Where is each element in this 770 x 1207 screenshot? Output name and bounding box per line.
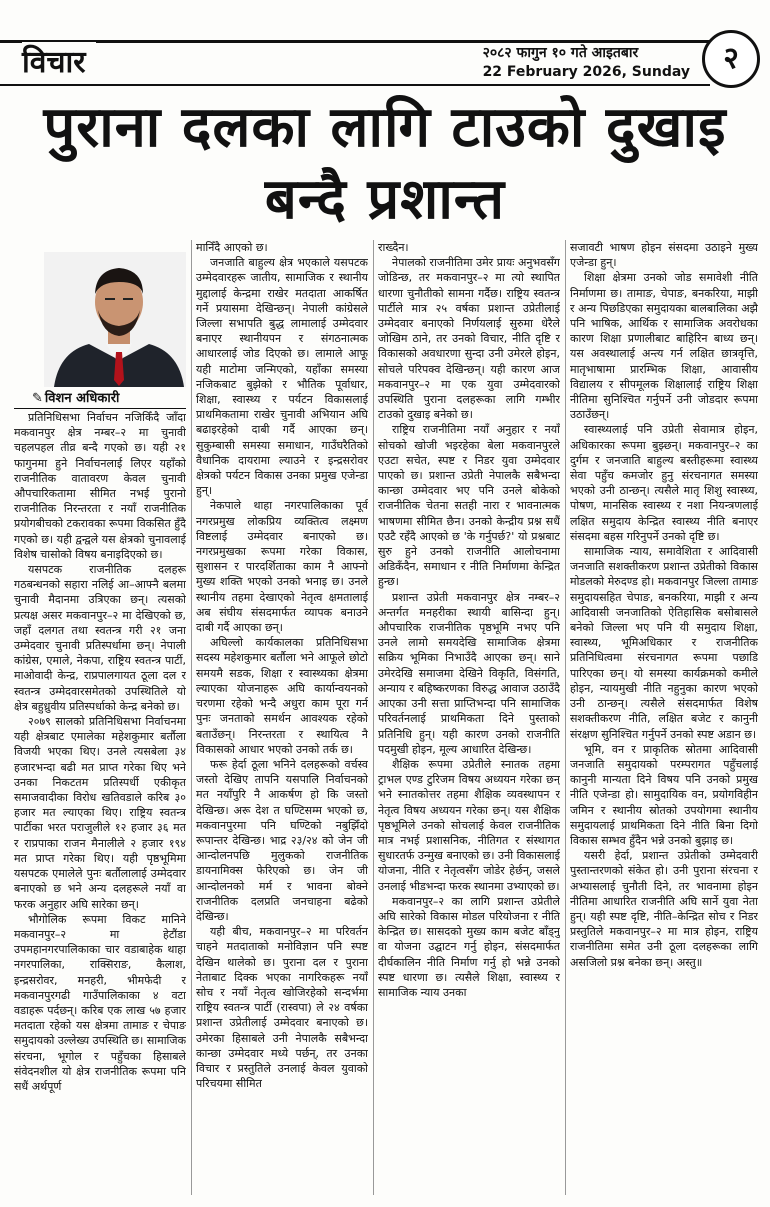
paragraph: भूमि, वन र प्राकृतिक स्रोतमा आदिवासी जनजाति समुदायको परम्परागत पहुँचलाई कानुनी मान्यता दिने विषय पनि उनको प्रमुख नीति एजेन्डा हो। सामुदायिक वन, प्रयोगविहीन जमिन र स्थानीय स्रोतको उपयोगमा स्थानीय समुदायलाई प्राथमिकता दिने नीति बिना दिगो विकास सम्भव हुँदैन भन्ने उनको बुझाइ छ।: [570, 742, 758, 847]
column-2: [196, 240, 368, 1195]
section-name: विचार: [22, 42, 96, 84]
author-photo: [44, 252, 186, 387]
paragraph: यसरी हेर्दा, प्रशान्त उप्रेतीको उम्मेदवारी पुस्तान्तरणको संकेत हो। उनी पुराना संरचना र अभ्यासलाई चुनौती दिने, तर भावनामा होइन नीतिमा आधारित राजनीति अघि सार्ने युवा नेता हुन्। यही स्पष्ट दृष्टि, नीति–केन्द्रित सोच र निडर प्रस्तुतिले मकवानपुर–२ मा मात्र होइन, राष्ट्रिय राजनीतिमा समेत उनी ठूला दलहरूका लागि असजिलो प्रश्न बनेका छन्। अस्तु॥: [570, 849, 758, 969]
paragraph: शिक्षा क्षेत्रमा उनको जोड समावेशी नीति निर्माणमा छ। तामाङ, चेपाङ, बनकरिया, माझी र अन्य पिछडिएका समुदायका बालबालिका अझै पनि भाषिक, आर्थिक र सामाजिक अवरोधका कारण शिक्षा प्रणालीबाट बाहिरिन बाध्य छन्। यस अवस्थालाई अन्त्य गर्न लक्षित छात्रवृत्ति, मातृभाषामा प्रारम्भिक शिक्षा, आवासीय विद्यालय र सीपमूलक शिक्षालाई राष्ट्रिय शिक्षा नीतिमा सुनिश्चित गर्नुपर्ने उनी जोडदार रूपमा उठाउँछन्।: [570, 271, 758, 422]
paragraph: शैक्षिक रूपमा उप्रेतीले स्नातक तहमा ट्राभल एण्ड टुरिजम विषय अध्ययन गरेका छन् भने स्नातकोत्तर तहमा शैक्षिक व्यवस्थापन र नेतृत्व विषय अध्ययन गरेका छन्। यस शैक्षिक पृष्ठभूमिले उनको सोचलाई केवल राजनीतिक मात्र नभई प्रशासनिक, नीतिगत र संस्थागत सुधारतर्फ उन्मुख बनाएको छ। उनी विकासलाई योजना, नीति र नेतृत्वसँग जोडेर हेर्छन्, जसले उनलाई भीडभन्दा फरक स्थानमा उभ्याएको छ।: [378, 757, 560, 893]
paragraph: सजावटी भाषण होइन संसदमा उठाइने मुख्य एजेन्डा हुन्।: [570, 241, 758, 270]
paragraph: नेकपाले थाहा नगरपालिकाका पूर्व नगरप्रमुख लोकप्रिय व्यक्तित्व लक्ष्मण विष्टलाई उम्मेदवार बनाएको छ। नगरप्रमुखका रूपमा गरेका विकास, सुशासन र पारदर्शिताका काम नै आफ्नो मुख्य शक्ति भएको उनको भनाइ छ। उनले स्थानीय तहमा देखाएको नेतृत्व क्षमतालाई अब संघीय संसदमार्फत व्यापक बनाउने दाबी गर्दै आएका छन्।: [196, 499, 368, 635]
column-1-text: [14, 410, 186, 1094]
paragraph: स्वास्थ्यलाई पनि उप्रेती सेवामात्र होइन, अधिकारका रूपमा बुझ्छन्। मकवानपुर–२ का दुर्गम र जनजाति बाहुल्य बस्तीहरूमा स्वास्थ्य सेवा पहुँच कमजोर हुनु संरचनागत समस्या भएको उनी ठान्छन्। त्यसैले मातृ शिशु स्वास्थ्य, पोषण, मानसिक स्वास्थ्य र नशा नियन्त्रणलाई लक्षित समुदाय केन्द्रित स्वास्थ्य नीति बनाएर संसदमा बहस गरिनुपर्ने उनको दृष्टि छ।: [570, 423, 758, 543]
page-header: [0, 30, 770, 90]
author-portrait-image: [44, 252, 186, 387]
column-divider: [373, 240, 374, 1195]
pen-icon: ✎: [32, 391, 43, 406]
header-top-rule: [0, 40, 710, 43]
column-1: [14, 252, 186, 1207]
paragraph: यसपटक राजनीतिक दलहरू गठबन्धनको सहारा नलिई आ–आफ्नै बलमा चुनावी मैदानमा उत्रिएका छन्। त्यसको प्रत्यक्ष असर मकवानपुर–२ मा देखिएको छ, जहाँ दलगत तथा स्वतन्त्र गरी २१ जना उम्मेदवार चुनावी प्रतिस्पर्धामा छन्। नेपाली कांग्रेस, एमाले, नेकपा, राष्ट्रिय स्वतन्त्र पार्टी, माओवादी केन्द्र, राप्रपालगायत ठूला दल र स्वतन्त्र उम्मेदवारसमेतको उपस्थितिले यो क्षेत्र बहुध्रुवीय प्रतिस्पर्धाको केन्द्र बनेको छ।: [14, 563, 186, 713]
column-4: [570, 240, 758, 1195]
paragraph: प्रशान्त उप्रेती मकवानपुर क्षेत्र नम्बर–२ अन्तर्गत मनहरीका स्थायी बासिन्दा हुन्। औपचारिक राजनीतिक पृष्ठभूमि नभए पनि उनले लामो समयदेखि सामाजिक क्षेत्रमा सक्रिय भूमिका निभाउँदै आएका छन्। साने उमेरदेखि समाजमा देखिने विकृति, विसंगति, अन्याय र बहिष्करणका विरुद्ध आवाज उठाउँदै आएका उनी सत्ता प्राप्तिभन्दा पनि सामाजिक परिवर्तनलाई प्राथमिकता दिने पुस्ताको प्रतिनिधि हुन्। यही कारण उनको राजनीति पदमुखी होइन, मूल्य आधारित देखिन्छ।: [378, 590, 560, 756]
page-number-badge: २: [702, 30, 760, 88]
column-3: [378, 240, 560, 1195]
paragraph: फरू हेर्दा ठूला भनिने दलहरूको वर्चस्व जस्तो देखिए तापनि यसपालि निर्वाचनको मत नयाँपुरि नै आकर्षण हो कि जस्तो देखिन्छ। अरू देश त घण्टिसम्म भएको छ, मकवानपुरमा पनि घण्टिको नबुझिँदो रूपान्तर देखिन्छ। भाद्र २३/२४ को जेन जी आन्दोलनपछि मुलुकको राजनीतिक डायनामिक्स फेरिएको छ। जेन जी आन्दोलनको मर्म र भावना बोक्ने राजनीतिक दलप्रति जनचाहना बढेको देखिन्छ।: [196, 757, 368, 923]
paragraph: नेपालको राजनीतिमा उमेर प्रायः अनुभवसँग जोडिन्छ, तर मकवानपुर–२ मा त्यो स्थापित धारणा चुनौतीको सामना गर्दैछ। राष्ट्रिय स्वतन्त्र पार्टीले मात्र २५ वर्षका प्रशान्त उप्रेतीलाई उम्मेदवार बनाएको निर्णयलाई सुरुमा धेरैले जोखिम ठाने, तर उनको विचार, नीति दृष्टि र विकासको अवधारणा सुन्दा उनी उमेरले होइन, सोचले परिपक्व देखिन्छन्। यही कारण आज मकवानपुर–२ मा एक युवा उम्मेदवारको उपस्थिति पुराना दलहरूका लागि गम्भीर टाउको दुखाइ बनेको छ।: [378, 256, 560, 422]
paragraph: मानिँदै आएको छ।: [196, 241, 268, 254]
header-bottom-rule: [0, 84, 710, 86]
column-divider: [565, 240, 566, 1195]
paragraph: प्रतिनिधिसभा निर्वाचन नजिकिँदै जाँदा मकवानपुर क्षेत्र नम्बर–२ मा चुनावी चहलपहल तीव्र बन्दै गएको छ। यही २१ फागुनमा हुने निर्वाचनलाई लिएर यहाँको राजनीतिक वातावरण केवल चुनावी औपचारिकतामा सीमित नभई पुरानो राजनीतिक निरन्तरता र नयाँ राजनीतिक प्रयोगबीचको टकरावका रूपमा विकसित हुँदै गएको छ। यही द्वन्द्वले यस क्षेत्रको चुनावलाई विशेष चासोको विषय बनाइदिएको छ।: [14, 411, 186, 561]
paragraph: यही बीच, मकवानपुर–२ मा परिवर्तन चाहने मतदाताको मनोविज्ञान पनि स्पष्ट देखिन थालेको छ। पुराना दल र पुराना नेताबाट दिक्क भएका नागरिकहरू नयाँ सोच र नयाँ नेतृत्व खोजिरहेको सन्दर्भमा राष्ट्रिय स्वतन्त्र पार्टी (रास्वपा) ले २४ वर्षका प्रशान्त उप्रेतीलाई उम्मेदवार बनाएको छ। उमेरका हिसाबले उनी नेपालकै सबैभन्दा कान्छा उम्मेदवार मध्ये पर्छन्, तर उनका विचार र प्रस्तुतिले उनलाई केवल युवाको परिचयमा सीमित: [196, 925, 368, 1091]
article-headline: पुराना दलका लागि टाउको दुखाइ बन्दै प्रशान्त: [43, 95, 727, 232]
date-english: 22 February 2026, Sunday: [482, 64, 690, 80]
paragraph: अघिल्लो कार्यकालका प्रतिनिधिसभा सदस्य महेशकुमार बर्तौला भने आफूले छोटो समयमै सडक, शिक्षा र स्वास्थ्यका क्षेत्रमा ल्याएका योजनाहरू अघि कार्यान्वयनको चरणमा रहेको भन्दै अधुरा काम पूरा गर्न पुनः जनताको समर्थन आवश्यक रहेको बताउँछन्। निरन्तरता र स्थायित्व नै विकासको आधार भएको उनको तर्क छ।: [196, 636, 368, 756]
paragraph: भौगोलिक रूपमा विकट मानिने मकवानपुर–२ मा हेटौंडा उपमहानगरपालिकाका चार वडाबाहेक थाहा नगरपालिका, राक्सिराङ, कैलाश, इन्द्रसरोवर, मनहरी, भीमफेदी र मकवानपुरगढी गाउँपालिकाका ४ वटा वडाहरू पर्दछन्। करिब एक लाख ५७ हजार मतदाता रहेको यस क्षेत्रमा तामाङ र चेपाङ समुदायको उल्लेख्य उपस्थिति छ। सामाजिक संरचना, भूगोल र पहुँचका हिसाबले संवेदनशील यो क्षेत्र राजनीतिक रूपमा पनि सधैं अर्थपूर्ण: [14, 912, 186, 1093]
paragraph: २०७९ सालको प्रतिनिधिसभा निर्वाचनमा यही क्षेत्रबाट एमालेका महेशकुमार बर्तौला विजयी भएका थिए। उनले त्यसबेला ३४ हजारभन्दा बढी मत प्राप्त गरेका थिए भने उनका निकटतम प्रतिस्पर्धी एकीकृत समाजवादीका विरोध खतिवडाले करिब ३० हजार मत ल्याएका थिए। राष्ट्रिय स्वतन्त्र पार्टीका भरत पराजुलीले १२ हजार ३६ मत र राप्रपाका राजन मैनालीले २ हजार १९४ मत प्राप्त गरेका थिए। यही पृष्ठभूमिमा यसपटक एमालेले पुनः बर्तौलालाई उम्मेदवार बनाएको छ भने अन्य दलहरूले नयाँ वा फरक अनुहार अघि सारेका छन्।: [14, 715, 186, 911]
author-name: विशन अधिकारी: [44, 391, 120, 406]
dateline: [483, 44, 690, 82]
paragraph: मकवानपुर–२ का लागि प्रशान्त उप्रेतीले अघि सारेको विकास मोडल परियोजना र नीति केन्द्रित छ। सासदको मुख्य काम बजेट बाँड्नु वा योजना उद्घाटन गर्नु होइन, संसदमार्फत दीर्घकालिन नीति निर्माण गर्नु हो भन्ने उनको स्पष्ट धारणा छ। त्यसैले शिक्षा, स्वास्थ्य र सामाजिक न्याय उनका: [378, 894, 560, 999]
author-byline: [14, 390, 186, 409]
column-divider: [191, 240, 192, 1195]
paragraph: जनजाति बाहुल्य क्षेत्र भएकाले यसपटक उम्मेदवारहरू जातीय, सामाजिक र स्थानीय मुद्दालाई केन्द्रमा राखेर मतदाता आकर्षित गर्ने प्रयासमा देखिन्छन्। नेपाली कांग्रेसले जिल्ला सभापति बुद्ध लामालाई उम्मेदवार बनाएर स्थानीयपन र संगठनात्मक आधारलाई जोड दिएको छ। लामाले आफू यही माटोमा जन्मिएको, यहाँका समस्या नजिकबाट बुझेको र भौतिक पूर्वाधार, शिक्षा, स्वास्थ्य र पर्यटन विकासलाई प्राथमिकतामा राखेर चुनावी अभियान अघि बढाइरहेको दाबी गर्दै आएका छन्। सुकुम्बासी समस्या समाधान, गाउँघरैतिको वैधानिक दायरामा ल्याउने र इन्द्रसरोवर क्षेत्रको पर्यटन विकास उनका प्रमुख एजेन्डा हुन्।: [196, 256, 368, 498]
paragraph: सामाजिक न्याय, समावेशिता र आदिवासी जनजाति सशक्तीकरण प्रशान्त उप्रेतीको विकास मोडलको मेरुदण्ड हो। मकवानपुर जिल्ला तामाङ समुदायसहित चेपाङ, बनकरिया, माझी र अन्य आदिवासी जनजातिको ऐतिहासिक बसोबासले बनेको जिल्ला भए पनि यी समुदाय शिक्षा, स्वास्थ्य, भूमिअधिकार र राजनीतिक प्रतिनिधित्वमा संरचनागत रूपमा पछाडि पारिएका छन्। यो समस्या कार्यक्रमको कमीले होइन, न्यायमुखी नीति नहुनुका कारण भएको उनी ठान्छन्। त्यसैले संसदमार्फत विशेष सशक्तीकरण नीति, लक्षित बजेट र कानुनी संरक्षण सुनिश्चित गर्नुपर्ने उनको स्पष्ट अडान छ।: [570, 545, 758, 741]
paragraph: राष्ट्रिय राजनीतिमा नयाँ अनुहार र नयाँ सोचको खोजी भइरहेका बेला मकवानपुरले एउटा सचेत, स्पष्ट र निडर युवा उम्मेदवार पाएको छ। प्रशान्त उप्रेती नेपालकै सबैभन्दा कान्छा उम्मेदवार भए पनि उनले बोकेको राजनीतिक चेतना सतही नारा र भावनात्मक भाषणमा सीमित छैन। उनको केन्द्रीय प्रश्न सधैं एउटै रहँदै आएको छ 'के गर्नुपर्छ?' यो प्रश्नबाट सुरु हुने उनको राजनीति आलोचनामा अडिकँदैन, समाधान र नीति निर्माणमा केन्द्रित हुन्छ।: [378, 423, 560, 589]
date-nepali: २०८२ फागुन १० गते आइतबार: [482, 45, 639, 61]
paragraph: राख्दैन।: [378, 241, 409, 254]
